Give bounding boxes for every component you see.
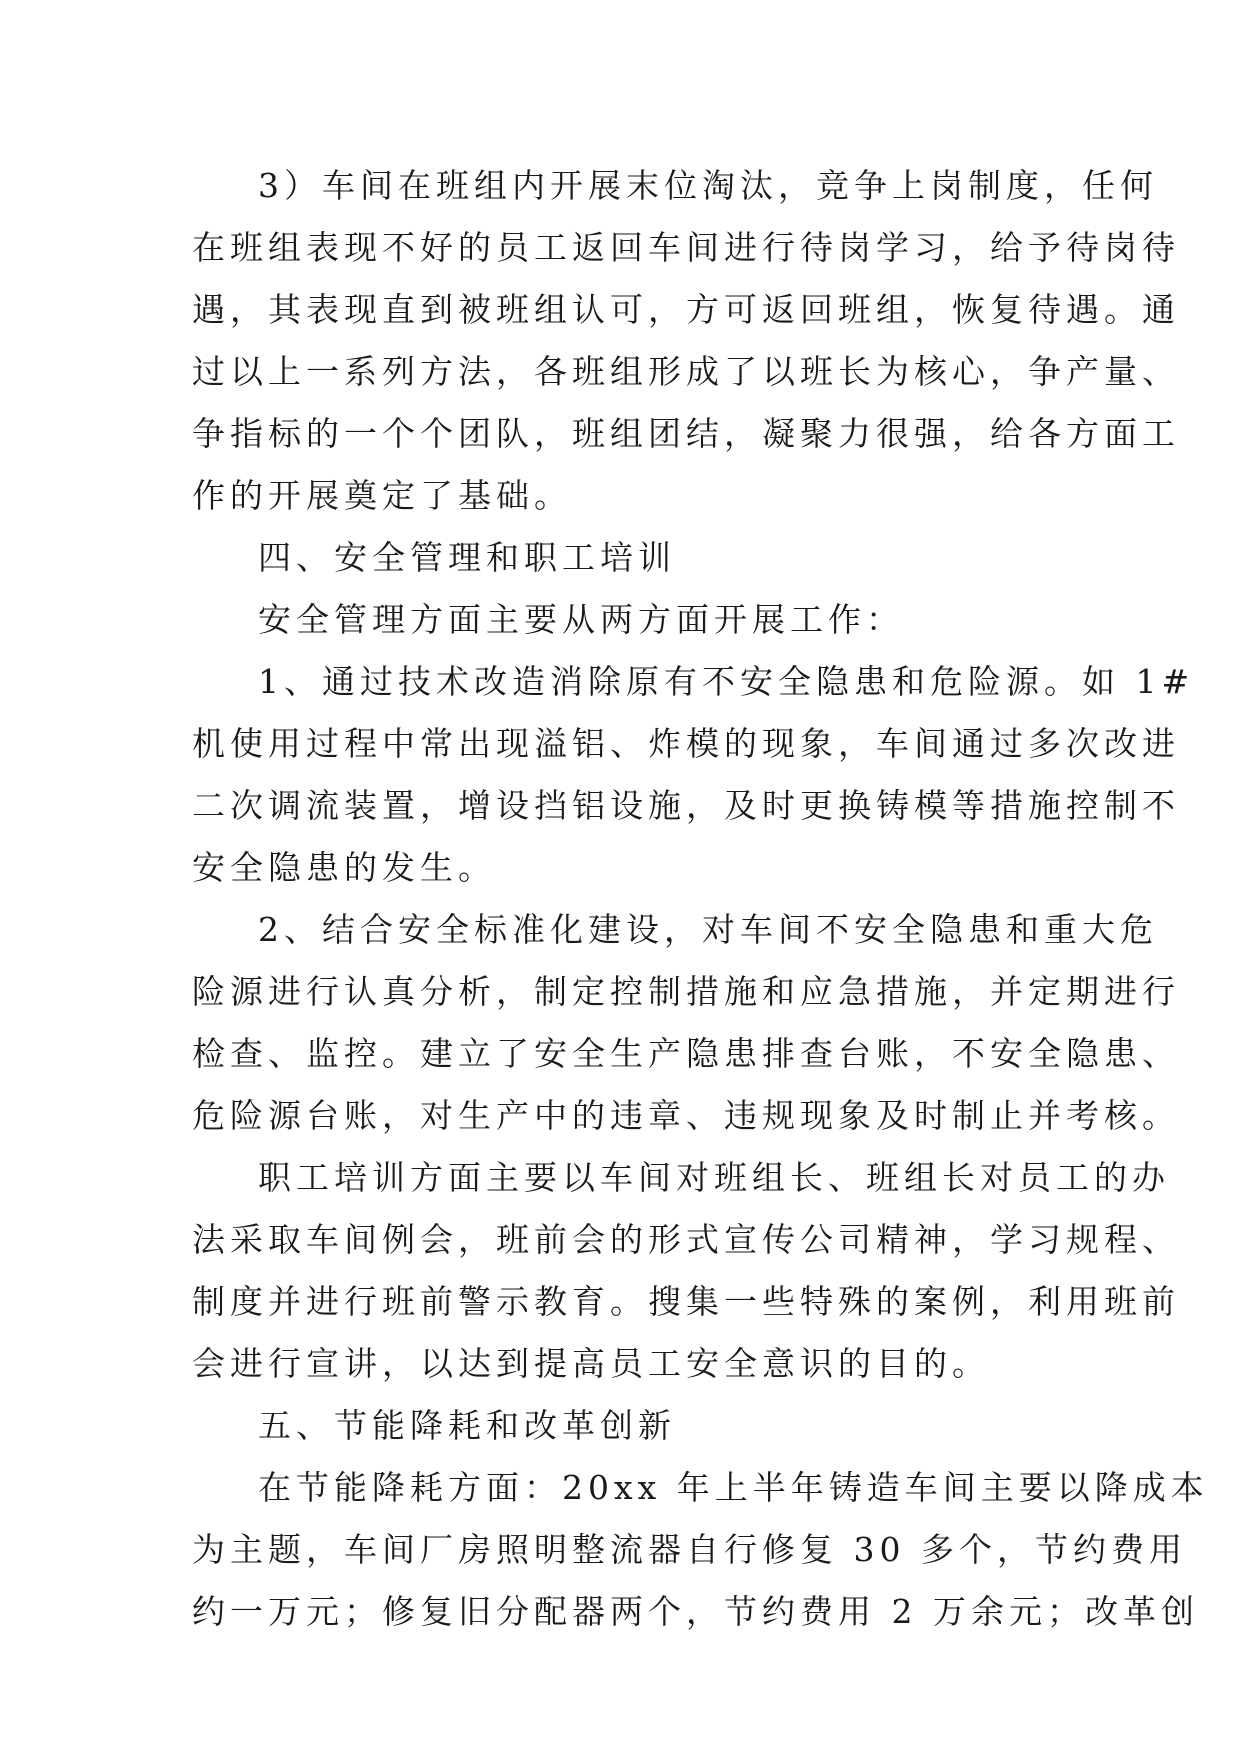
paragraph-line: 在班组表现不好的员工返回车间进行待岗学习，给予待岗待 [192, 228, 1180, 267]
paragraph-line: 安全隐患的发生。 [192, 848, 496, 887]
paragraph-line: 争指标的一个个团队，班组团结，凝聚力很强，给各方面工 [192, 414, 1180, 453]
paragraph-line: 遇，其表现直到被班组认可，方可返回班组，恢复待遇。通 [192, 290, 1180, 329]
paragraph-line: 2、结合安全标准化建设，对车间不安全隐患和重大危 [258, 910, 1158, 949]
paragraph-line: 在节能降耗方面：20xx 年上半年铸造车间主要以降成本 [258, 1468, 1209, 1507]
paragraph-line: 法采取车间例会，班前会的形式宣传公司精神，学习规程、 [192, 1220, 1180, 1259]
paragraph-line: 二次调流装置，增设挡铝设施，及时更换铸模等措施控制不 [192, 786, 1180, 825]
section-heading: 五、节能降耗和改革创新 [258, 1406, 676, 1445]
paragraph-line: 1、通过技术改造消除原有不安全隐患和危险源。如 1# [258, 662, 1195, 701]
paragraph-line: 制度并进行班前警示教育。搜集一些特殊的案例，利用班前 [192, 1282, 1180, 1321]
paragraph-line: 危险源台账，对生产中的违章、违规现象及时制止并考核。 [192, 1096, 1180, 1135]
paragraph-line: 安全管理方面主要从两方面开展工作： [258, 600, 904, 639]
paragraph-line: 检查、监控。建立了安全生产隐患排查台账，不安全隐患、 [192, 1034, 1180, 1073]
paragraph-line: 为主题，车间厂房照明整流器自行修复 30 多个，节约费用 [192, 1530, 1187, 1569]
paragraph-line: 约一万元；修复旧分配器两个，节约费用 2 万余元；改革创 [192, 1592, 1199, 1631]
paragraph-line: 险源进行认真分析，制定控制措施和应急措施，并定期进行 [192, 972, 1180, 1011]
section-heading: 四、安全管理和职工培训 [258, 538, 676, 577]
paragraph-line: 过以上一系列方法，各班组形成了以班长为核心，争产量、 [192, 352, 1180, 391]
paragraph-line: 3）车间在班组内开展末位淘汰，竞争上岗制度，任何 [258, 166, 1158, 205]
paragraph-line: 作的开展奠定了基础。 [192, 476, 572, 515]
paragraph-line: 机使用过程中常出现溢铝、炸模的现象，车间通过多次改进 [192, 724, 1180, 763]
paragraph-line: 职工培训方面主要以车间对班组长、班组长对员工的办 [258, 1158, 1170, 1197]
paragraph-line: 会进行宣讲，以达到提高员工安全意识的目的。 [192, 1344, 990, 1383]
document-body [192, 155, 1209, 1643]
